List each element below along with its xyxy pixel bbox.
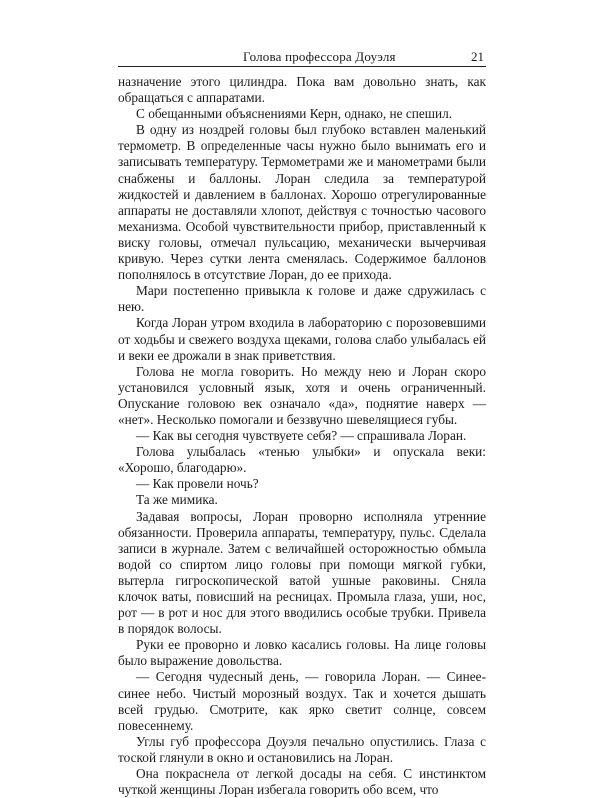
- running-header: [118, 40, 486, 67]
- paragraph: — Как вы сегодня чувствуете себя? — спрашивала Лоран.: [136, 428, 467, 444]
- paragraph: Мари постепенно привыкла к голове и даже сдружилась с нею.: [118, 283, 486, 315]
- paragraph: В одну из ноздрей головы был глубоко вставлен маленький термометр. В определенные часы нужно было вынимать его и записывать температуру. Термометрами же и манометрами были снабжены и баллоны. Лоран следила за температурой жидкостей и давлением в баллонах. Хорошо отрегулированные аппараты не доставляли хлопот, действуя с точностью часового механизма. Особой чувствительности прибор, приставленный к виску головы, отмечал пульсацию, механически вычерчивая кривую. Через сутки лента сменялась. Содержимое баллонов пополнялось в отсутствие Лоран, до ее прихода.: [118, 122, 486, 283]
- paragraph: Голова улыбалась «тенью улыбки» и опускала веки: «Хорошо, благодарю».: [118, 444, 486, 476]
- paragraph: Углы губ профессора Доуэля печально опустились. Глаза с тоской глянули в окно и остановились на Лоран.: [118, 733, 486, 765]
- paragraph: назначение этого цилиндра. Пока вам довольно знать, как обращаться с аппаратами.: [118, 74, 486, 106]
- paragraph: С обещанными объяснениями Керн, однако, не спешил.: [136, 106, 453, 122]
- page-body: [118, 74, 486, 798]
- paragraph: Когда Лоран утром входила в лабораторию с порозовевшими от ходьбы и свежего воздуха щеками, голова слабо улыбалась ей и веки ее дрожали в знак приветствия.: [118, 315, 486, 363]
- paragraph: Она покраснела от легкой досады на себя. С инстинктом чуткой женщины Лоран избегала говорить обо всем, что: [118, 766, 486, 798]
- paragraph: — Сегодня чудесный день, — говорила Лоран. — Синее-синее небо. Чистый морозный воздух. Так и хочется дышать всей грудью. Смотрите, как ярко светит солнце, совсем повесеннему.: [118, 669, 486, 733]
- paragraph: Руки ее проворно и ловко касались головы. На лице головы было выражение довольства.: [118, 637, 486, 669]
- paragraph: Задавая вопросы, Лоран проворно исполняла утренние обязанности. Проверила аппараты, температуру, пульс. Сделала записи в журнале. Затем с величайшей осторожностью обмыла водой со спиртом лицо головы при помощи мягкой губки, вытерла гигроскопической ватой ушные раковины. Сняла клочок ваты, повисший на ресницах. Промыла глаза, уши, нос, рот — в рот и нос для этого вводились особые трубки. Привела в порядок волосы.: [118, 508, 486, 637]
- paragraph: Та же мимика.: [136, 492, 218, 508]
- paragraph: — Как провели ночь?: [136, 476, 259, 492]
- page-number: 21: [471, 49, 484, 64]
- running-title: Голова профессора Доуэля: [243, 49, 396, 64]
- paragraph: Голова не могла говорить. Но между нею и Лоран скоро установился условный язык, хотя и очень ограниченный. Опускание головою век означало «да», поднятие наверх — «нет». Несколько помогали и беззвучно шевелящиеся губы.: [118, 363, 486, 427]
